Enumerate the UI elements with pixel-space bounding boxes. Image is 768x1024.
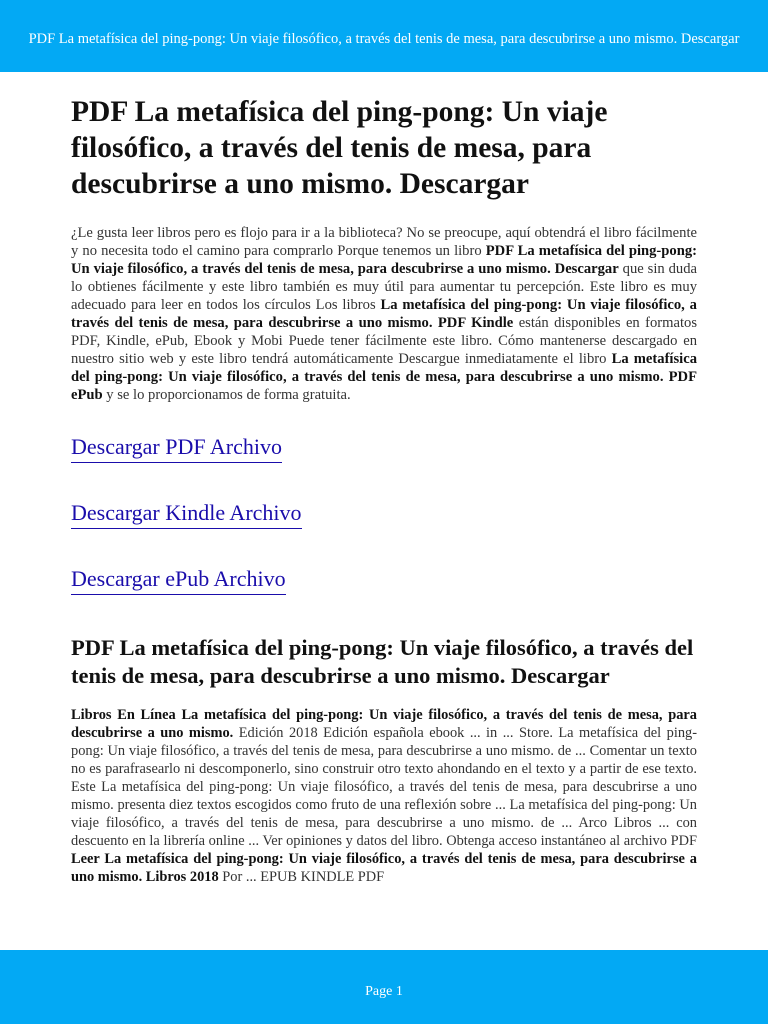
download-pdf-link[interactable]: Descargar PDF Archivo bbox=[71, 434, 282, 463]
main-content bbox=[71, 94, 697, 886]
description-bold-1: Libros En Línea La metafísica del ping-pong: Un viaje filosófico, a través del tenis de mesa, para descubrirse a uno mismo. bbox=[71, 707, 697, 741]
intro-text-4: y se lo proporcionamos de forma gratuita. bbox=[102, 387, 351, 403]
intro-bold-3: La metafísica del ping-pong: Un viaje filosófico, a través del tenis de mesa, para descubrirse a uno mismo. PDF ePub bbox=[71, 351, 697, 403]
intro-bold-2: La metafísica del ping-pong: Un viaje filosófico, a través del tenis de mesa, para descubrirse a uno mismo. PDF Kindle bbox=[71, 297, 697, 331]
page-title: PDF La metafísica del ping-pong: Un viaje filosófico, a través del tenis de mesa, para descubrirse a uno mismo. Descargar bbox=[71, 96, 608, 200]
section-title: PDF La metafísica del ping-pong: Un viaje filosófico, a través del tenis de mesa, para descubrirse a uno mismo. Descargar bbox=[71, 635, 694, 688]
intro-bold-1: PDF La metafísica del ping-pong: Un viaje filosófico, a través del tenis de mesa, para descubrirse a uno mismo. Descargar bbox=[71, 243, 697, 277]
download-epub-link[interactable]: Descargar ePub Archivo bbox=[71, 566, 286, 595]
download-links bbox=[71, 434, 697, 632]
intro-text-2: que sin duda lo obtienes fácilmente y este libro también es muy útil para aumentar tu percepción. Este libro es muy adecuado para leer en todos los círculos Los libros bbox=[71, 261, 698, 313]
header-title: PDF La metafísica del ping-pong: Un viaje filosófico, a través del tenis de mesa, para descubrirse a uno mismo. Descargar bbox=[28, 31, 740, 47]
intro-text-3: están disponibles en formatos PDF, Kindle, ePub, Ebook y Mobi Puede tener fácilmente este libro. Cómo mantenerse descargado en nuestro sitio web y este libro tendrá automáticamente Descargue inmediatamente el libro bbox=[71, 315, 698, 367]
description-bold-2: Leer La metafísica del ping-pong: Un viaje filosófico, a través del tenis de mesa, para descubrirse a uno mismo. Libros 2018 bbox=[71, 851, 697, 885]
intro-text-1: ¿Le gusta leer libros pero es flojo para ir a la biblioteca? No se preocupe, aquí obtendrá el libro fácilmente y no necesita todo el camino para comprarlo Porque tenemos un libro bbox=[71, 225, 697, 259]
intro-paragraph bbox=[71, 224, 697, 404]
description-text-2: Por ... EPUB KINDLE PDF bbox=[218, 869, 385, 885]
description-paragraph bbox=[71, 706, 697, 886]
page-number: Page 1 bbox=[365, 984, 403, 999]
description-text-1: Edición 2018 Edición española ebook ... in ... Store. La metafísica del ping-pong: Un viaje filosófico, a través del tenis de mesa, para descubrirse a uno mismo. de ... Comentar un texto no es parafrasearlo ni descomponerlo, sino construir otro texto ahondando en el texto y a partir de ese texto. Este La metafísica del ping-pong: Un viaje filosófico, a través del tenis de mesa, para descubrirse a uno mismo. presenta diez textos escogidos como fruto de una reflexión sobre ... La metafísica del ping-pong: Un viaje filosófico, a través del tenis de mesa, para descubrirse a uno mismo. de ... Arco Libros ... con descuento en la librería online ... Ver opiniones y datos del libro. Obtenga acceso instantáneo al archivo PDF bbox=[71, 725, 698, 849]
footer-bar bbox=[0, 950, 768, 1024]
header-bar bbox=[0, 0, 768, 72]
download-kindle-link[interactable]: Descargar Kindle Archivo bbox=[71, 500, 302, 529]
